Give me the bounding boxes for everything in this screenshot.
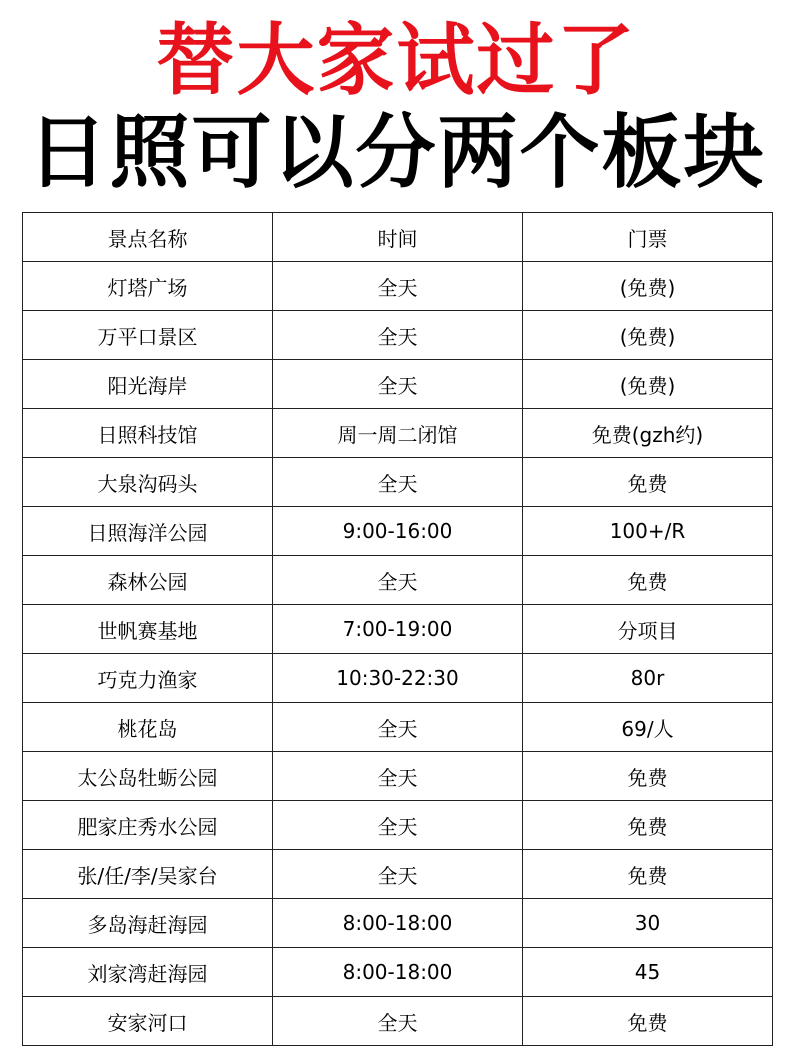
table-row: [23, 703, 773, 752]
cell-attraction-name: 万平口景区: [23, 311, 273, 360]
cell-ticket: 100+/R: [523, 507, 773, 556]
cell-attraction-name: 巧克力渔家: [23, 654, 273, 703]
cell-attraction-name: 刘家湾赶海园: [23, 948, 273, 997]
cell-ticket: 69/人: [523, 703, 773, 752]
table-row: [23, 850, 773, 899]
cell-ticket: 30: [523, 899, 773, 948]
cell-attraction-name: 肥家庄秀水公园: [23, 801, 273, 850]
cell-ticket: 免费: [523, 556, 773, 605]
table-row: [23, 997, 773, 1046]
header-attraction-name: 景点名称: [23, 213, 273, 262]
table-row: [23, 801, 773, 850]
table-row: [23, 556, 773, 605]
cell-time: 8:00-18:00: [273, 948, 523, 997]
table-header-row: [23, 213, 773, 262]
cell-attraction-name: 多岛海赶海园: [23, 899, 273, 948]
cell-ticket: 免费: [523, 850, 773, 899]
cell-ticket: (免费): [523, 311, 773, 360]
cell-attraction-name: 森林公园: [23, 556, 273, 605]
table-row: [23, 311, 773, 360]
cell-attraction-name: 日照海洋公园: [23, 507, 273, 556]
header-time: 时间: [273, 213, 523, 262]
cell-attraction-name: 大泉沟码头: [23, 458, 273, 507]
cell-ticket: (免费): [523, 262, 773, 311]
cell-time: 全天: [273, 556, 523, 605]
cell-time: 全天: [273, 703, 523, 752]
cell-attraction-name: 安家河口: [23, 997, 273, 1046]
table-row: [23, 948, 773, 997]
cell-attraction-name: 阳光海岸: [23, 360, 273, 409]
cell-time: 全天: [273, 311, 523, 360]
cell-time: 8:00-18:00: [273, 899, 523, 948]
table-row: [23, 409, 773, 458]
table-row: [23, 507, 773, 556]
cell-time: 周一周二闭馆: [273, 409, 523, 458]
cell-time: 全天: [273, 752, 523, 801]
table-row: [23, 262, 773, 311]
cell-ticket: (免费): [523, 360, 773, 409]
cell-ticket: 免费: [523, 752, 773, 801]
headline-black: 日照可以分两个板块: [27, 106, 766, 199]
cell-ticket: 免费: [523, 801, 773, 850]
cell-ticket: 免费: [523, 997, 773, 1046]
cell-ticket: 免费: [523, 458, 773, 507]
cell-time: 9:00-16:00: [273, 507, 523, 556]
cell-time: 全天: [273, 850, 523, 899]
cell-attraction-name: 世帆赛基地: [23, 605, 273, 654]
cell-attraction-name: 太公岛牡蛎公园: [23, 752, 273, 801]
cell-time: 全天: [273, 360, 523, 409]
cell-ticket: 分项目: [523, 605, 773, 654]
cell-time: 全天: [273, 997, 523, 1046]
cell-time: 7:00-19:00: [273, 605, 523, 654]
cell-attraction-name: 日照科技馆: [23, 409, 273, 458]
cell-time: 全天: [273, 801, 523, 850]
cell-attraction-name: 张/任/李/吴家台: [23, 850, 273, 899]
cell-time: 10:30-22:30: [273, 654, 523, 703]
cell-time: 全天: [273, 262, 523, 311]
cell-ticket: 45: [523, 948, 773, 997]
cell-ticket: 80r: [523, 654, 773, 703]
headline-red: 替大家试过了: [156, 16, 637, 106]
table-row: [23, 899, 773, 948]
cell-time: 全天: [273, 458, 523, 507]
table-row: [23, 654, 773, 703]
header-ticket: 门票: [523, 213, 773, 262]
table-row: [23, 360, 773, 409]
attractions-table: [22, 212, 773, 1046]
table-row: [23, 605, 773, 654]
cell-ticket: 免费(gzh约): [523, 409, 773, 458]
cell-attraction-name: 灯塔广场: [23, 262, 273, 311]
table-row: [23, 752, 773, 801]
cell-attraction-name: 桃花岛: [23, 703, 273, 752]
table-row: [23, 458, 773, 507]
